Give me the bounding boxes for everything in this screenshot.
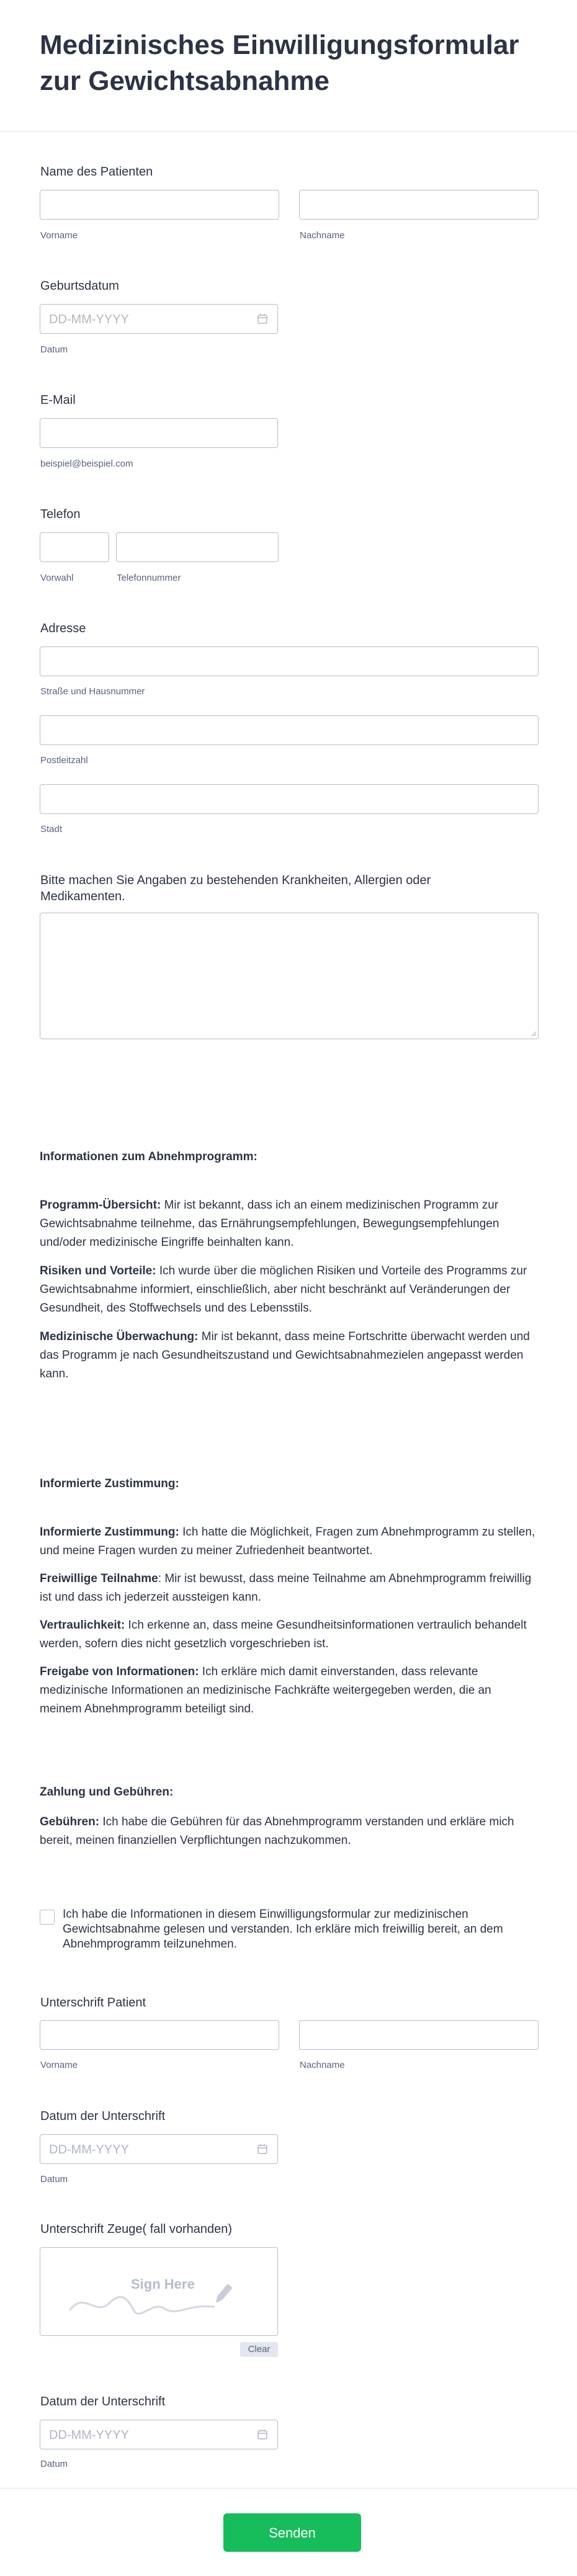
clear-signature-button[interactable]: Clear — [240, 2342, 278, 2357]
resize-grip-icon[interactable] — [530, 1031, 537, 1037]
payment-info-heading: Zahlung und Gebühren: — [40, 1786, 174, 1799]
birthdate-sublabel: Datum — [40, 344, 68, 355]
birthdate-input[interactable] — [40, 304, 278, 334]
signature-last-name-input[interactable] — [299, 2020, 539, 2050]
information-release-paragraph: Freigabe von Informationen: Ich erkläre mich damit einverstanden, dass relevante medizinische Informationen an medizinische Fachkräfte weitergegeben werden, die an meinem Abnehmprogramm beteiligt sind. — [40, 1665, 491, 1715]
signature-first-name-sublabel: Vorname — [40, 2060, 78, 2070]
email-label: E-Mail — [40, 393, 76, 407]
agreement-checkbox[interactable] — [40, 1910, 55, 1925]
fees-paragraph: Gebühren: Ich habe die Gebühren für das Abnehmprogramm verstanden und erkläre mich bereit, meinen finanziellen Verpflichtungen nachzukommen. — [40, 1815, 514, 1847]
patient-signature-label: Unterschrift Patient — [40, 1996, 146, 2010]
patient-name-label: Name des Patienten — [40, 165, 153, 179]
street-input[interactable] — [40, 646, 539, 676]
signature-date-sublabel: Datum — [40, 2174, 68, 2185]
conditions-label: Bitte machen Sie Angaben zu bestehenden Krankheiten, Allergien oder Medikamenten. — [40, 874, 431, 903]
conditions-textarea[interactable] — [40, 913, 539, 1039]
witness-date-sublabel: Datum — [40, 2459, 68, 2469]
calendar-icon[interactable] — [256, 2143, 269, 2155]
calendar-icon[interactable] — [256, 313, 269, 325]
consent-info-heading: Informierte Zustimmung: — [40, 1477, 179, 1490]
zip-input[interactable] — [40, 715, 539, 745]
program-info-heading: Informationen zum Abnehmprogramm: — [40, 1150, 257, 1163]
form-title: Medizinisches Einwilligungsformular zur Gewichtsabnahme — [40, 30, 519, 96]
last-name-input[interactable] — [299, 190, 539, 220]
signature-last-name-sublabel: Nachname — [300, 2060, 345, 2070]
phone-label: Telefon — [40, 508, 81, 521]
witness-signature-pad[interactable] — [40, 2247, 278, 2336]
city-input[interactable] — [40, 784, 539, 814]
witness-date-input[interactable] — [40, 2420, 278, 2449]
phone-number-input[interactable] — [116, 532, 279, 562]
last-name-sublabel: Nachname — [300, 230, 345, 241]
email-sublabel: beispiel@beispiel.com — [40, 458, 133, 469]
first-name-sublabel: Vorname — [40, 230, 78, 241]
birthdate-placeholder: DD-MM-YYYY — [49, 313, 129, 326]
confidentiality-paragraph: Vertraulichkeit: Ich erkenne an, dass meine Gesundheitsinformationen vertraulich behandelt werden, sofern dies nicht gesetzlich vorgeschrieben ist. — [40, 1619, 527, 1650]
witness-date-label: Datum der Unterschrift — [40, 2395, 166, 2408]
city-sublabel: Stadt — [40, 824, 63, 834]
agreement-text: Ich habe die Informationen in diesem Einwilligungsformular zur medizinischen Gewichtsabnahme gelesen und verstanden. Ich erkläre mich freiwillig bereit, an dem Abnehmprogramm teilzunehmen. — [63, 1908, 503, 1951]
voluntary-participation-paragraph: Freiwillige Teilnahme: Mir ist bewusst, dass meine Teilnahme am Abnehmprogramm freiwillig ist und dass ich jederzeit aussteigen kann. — [40, 1572, 532, 1604]
area-code-input[interactable] — [40, 532, 109, 562]
informed-consent-paragraph: Informierte Zustimmung: Ich hatte die Möglichkeit, Fragen zum Abnehmprogramm zu stellen, und meine Fragen wurden zu meiner Zufriedenheit beantwortet. — [40, 1526, 535, 1557]
witness-date-placeholder: DD-MM-YYYY — [49, 2428, 129, 2442]
sign-here-text: Sign Here — [131, 2276, 195, 2292]
calendar-icon[interactable] — [256, 2428, 269, 2441]
signature-first-name-input[interactable] — [40, 2020, 279, 2050]
form-footer — [0, 2488, 577, 2576]
program-overview-paragraph: Programm-Übersicht: Mir ist bekannt, dass ich an einem medizinischen Programm zur Gewichtsabnahme teilnehme, das Ernährungsempfehlungen, Bewegungsempfehlungen und/oder medizinische Eingriffe beinhalten kann. — [40, 1199, 499, 1249]
zip-sublabel: Postleitzahl — [40, 755, 88, 766]
medical-monitoring-paragraph: Medizinische Überwachung: Mir ist bekannt, dass meine Fortschritte überwacht werden und das Programm je nach Gesundheitszustand und Gewichtsabnahmezielen angepasst werden kann. — [40, 1330, 530, 1380]
address-label: Adresse — [40, 622, 86, 635]
first-name-input[interactable] — [40, 190, 279, 220]
phone-number-sublabel: Telefonnummer — [117, 573, 181, 583]
birthdate-label: Geburtsdatum — [40, 279, 119, 293]
signature-date-placeholder: DD-MM-YYYY — [49, 2143, 129, 2157]
form-header — [0, 0, 577, 132]
risks-benefits-paragraph: Risiken und Vorteile: Ich wurde über die möglichen Risiken und Vorteile des Programms zur Gewichtsabnahme informiert, einschließlich, aber nicht beschränkt auf Veränderungen der Gesundheit, des Stoffwechsels und des Lebensstils. — [40, 1264, 527, 1315]
area-code-sublabel: Vorwahl — [40, 573, 74, 583]
street-sublabel: Straße und Hausnummer — [40, 686, 145, 697]
signature-date-label: Datum der Unterschrift — [40, 2109, 166, 2123]
signature-date-input[interactable] — [40, 2134, 278, 2164]
submit-button[interactable]: Senden — [223, 2513, 361, 2552]
email-input[interactable] — [40, 418, 278, 448]
witness-signature-label: Unterschrift Zeuge( fall vorhanden) — [40, 2222, 233, 2236]
